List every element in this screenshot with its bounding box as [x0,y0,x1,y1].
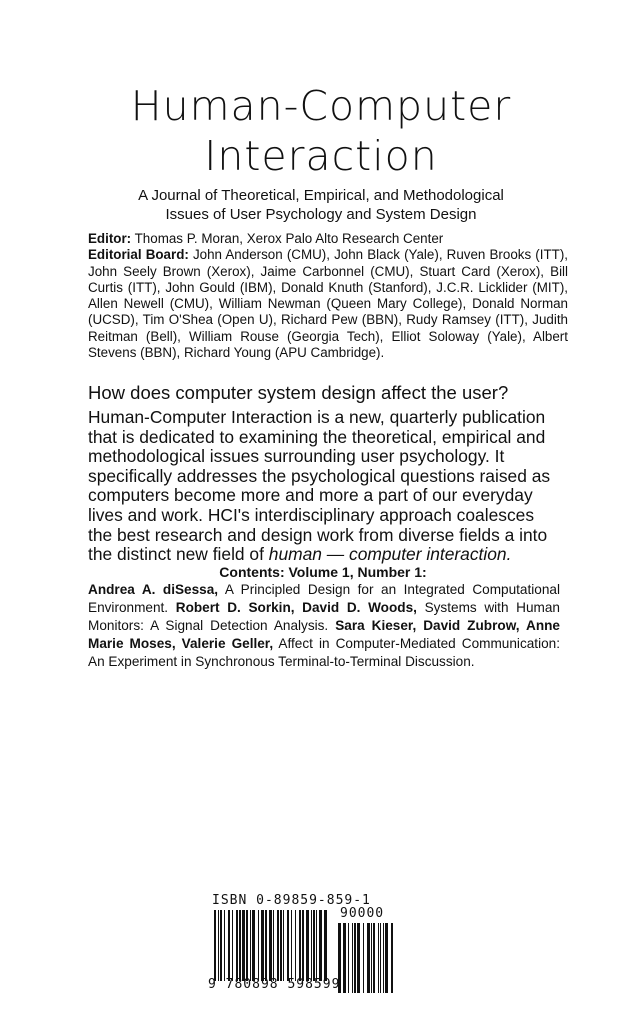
editor-name: Thomas P. Moran, Xerox Palo Alto Research Center [131,231,444,246]
barcode-bar [232,910,233,981]
barcode-bar [324,910,327,981]
barcode-bar [242,910,245,981]
barcode-bar [383,923,384,993]
barcode-bar [265,910,267,981]
isbn-barcode [208,893,398,1003]
barcode-bar [269,910,272,981]
barcode-bar [218,910,219,981]
barcode-bar [291,910,292,981]
price-code: 90000 [340,906,385,921]
barcode-bar [348,923,349,993]
contents-list [88,581,560,671]
barcode-bar [343,923,346,993]
article-2-authors: Robert D. Sorkin, David D. Woods, [175,600,417,615]
barcode-bar [214,910,216,981]
barcode-bar [239,910,241,981]
barcode-bar [277,910,279,981]
barcode-bar [373,923,375,993]
barcode-bar [385,923,388,993]
article-3-authors: Sara Kieser, David Zubrow, Anne Marie Moses, Valerie Geller, [88,618,560,651]
price-addon-bars [338,923,393,993]
barcode-bar [302,910,304,981]
barcode-bar [380,923,381,993]
description-emphasis: human — computer interaction. [268,544,512,565]
barcode-bar [220,910,222,981]
ean-digits: 9 780898 598599 [208,977,341,992]
article-1-authors: Andrea A. diSessa, [88,582,219,597]
barcode-bar [246,910,248,981]
contents-heading: Contents: Volume 1, Number 1: [219,564,427,580]
barcode-bar [352,923,353,993]
barcode-bar [224,910,225,981]
barcode-bar [313,910,315,981]
barcode-bar [273,910,274,981]
barcode-bar [378,923,379,993]
barcode-bar [357,923,360,993]
journal-subtitle-line-2: Issues of User Psychology and System Design [165,206,477,223]
barcode-bar [363,923,364,993]
barcode-bar [299,910,301,981]
barcode-bar [319,910,322,981]
barcode-bar [258,910,259,981]
barcode-bar [283,910,284,981]
editor-label: Editor: [88,231,132,246]
article-3-title: Affect in Computer-Mediated Communication: An Experiment in Synchronous Terminal-to-Terminal Discussion. [88,636,560,669]
barcode-bar [261,910,264,981]
article-1-title: A Principled Design for an Integrated Computational Environment. [88,582,560,615]
editorial-board-label: Editorial Board: [88,247,189,263]
lead-question: How does computer system design affect the user? [88,382,509,403]
barcode-bar [287,910,289,981]
ean-barcode-bars [214,910,327,981]
barcode-bar [371,923,372,993]
barcode-bar [252,910,255,981]
barcode-bar [280,910,282,981]
journal-title-line-1: Human-Computer [130,82,512,130]
barcode-bar [311,910,312,981]
barcode-bar [391,923,393,993]
description-text: Human-Computer Interaction is a new, quarterly publication that is dedicated to examining the theoretical, empirical and methodological issues surrounding user psychology. It specifically addresses the psychological questions raised as computers become more and more a part of our everyday lives and work. HCI's interdisciplinary approach coalesces the best research and design work from diverse fields a into the distinct new field of [88,407,551,565]
barcode-bar [295,910,296,981]
editorial-credits [88,231,568,361]
journal-description [88,408,558,565]
barcode-bar [228,910,230,981]
barcode-bar [236,910,238,981]
journal-subtitle-line-1: A Journal of Theoretical, Empirical, and Methodological [138,187,504,204]
barcode-bar [250,910,251,981]
barcode-bar [367,923,370,993]
journal-title-line-2: Interaction [204,132,438,180]
isbn-text: ISBN 0-89859-859-1 [212,893,371,908]
barcode-bar [354,923,356,993]
barcode-bar [306,910,309,981]
article-2-title: Systems with Human Monitors: A Signal Detection Analysis. [88,600,560,633]
barcode-bar [316,910,317,981]
editorial-board-members: John Anderson (CMU), John Black (Yale), Ruven Brooks (ITT), John Seely Brown (Xerox), Jaime Carbonnel (CMU), Stuart Card (Xerox), Bill Curtis (ITT), John Gould (IBM), Donald Knuth (Stanford), J.C.R. Licklider (MIT), Allen Newell (CMU), William Newman (Queen Mary College), Donald Norman (UCSD), Tim O'Shea (Open U), Richard Pew (BBN), Rudy Ramsey (ITT), Judith Reitman (Bell), William Rouse (Georgia Tech), Elliot Soloway (Yale), Albert Stevens (BBN), Richard Young (APU Cambridge). [88,247,568,361]
